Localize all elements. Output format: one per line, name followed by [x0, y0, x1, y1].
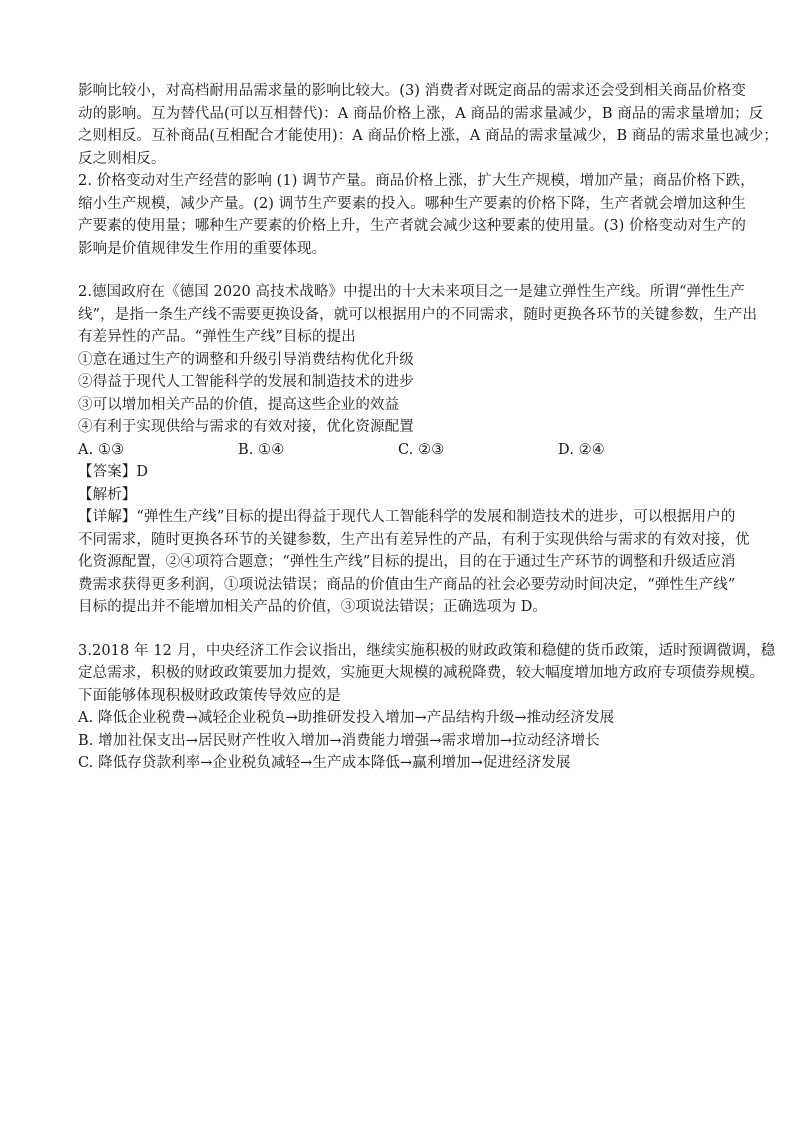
question-stem-line: 2.德国政府在《德国 2020 高技术战略》中提出的十大未来项目之一是建立弹性生产线。所谓“弹性生产 — [78, 284, 745, 300]
detail-line: 费需求获得更多利润，①项说法错误；商品的价值由生产商品的社会必要劳动时间决定，“弹性生产线” — [78, 576, 736, 593]
text-line: 缩小生产规模，减少产量。(2) 调节生产要素的投入。哪种生产要素的价格下降，生产者就会增加这种生 — [78, 195, 746, 212]
detail-line: 化资源配置，②④项符合题意；“弹性生产线”目标的提出，目的在于通过生产环节的调整和升级适应消 — [78, 554, 736, 570]
spacer — [78, 260, 718, 281]
statement-item: ①意在通过生产的调整和升级引导消费结构优化升级 — [78, 351, 414, 368]
option-b: B. ①④ — [238, 441, 285, 458]
detail-line: 目标的提出并不能增加相关产品的价值，③项说法错误；正确选项为 D。 — [78, 599, 548, 615]
answer-label: 【答案】D — [78, 464, 149, 480]
question-2 — [78, 281, 758, 619]
statement-item: ③可以增加相关产品的价值，提高这些企业的效益 — [78, 396, 400, 413]
section-price-effects — [78, 80, 778, 260]
text-line: 之则相反。互补商品(互相配合才能使用)：A 商品价格上涨，A 商品的需求量减少，B 商品的需求量也减少； — [78, 128, 778, 144]
question-stem-line: 线”，是指一条生产线不需要更换设备，就可以根据用户的不同需求，随时更换各环节的关键参数，生产出 — [78, 306, 758, 323]
option-b: B. 增加社保支出→居民财产性收入增加→消费能力增强→需求增加→拉动经济增长 — [78, 732, 600, 749]
text-line: 反之则相反。 — [78, 150, 166, 167]
answer-options — [78, 439, 718, 462]
text-line: 产要素的使用量；哪种生产要素的价格上升，生产者就会减少这种要素的使用量。(3) 价格变动对生产的 — [78, 218, 746, 234]
text-line: 影响比较小，对高档耐用品需求量的影响比较大。(3) 消费者对既定商品的需求还会受到相关商品价格变 — [78, 83, 746, 99]
question-stem-line: 有差异性的产品。“弹性生产线”目标的提出 — [78, 329, 356, 345]
question-3 — [78, 640, 776, 775]
question-stem-line: 定总需求，积极的财政政策要加力提效，实施更大规模的减税降费，较大幅度增加地方政府专项债券规模。 — [78, 665, 765, 681]
question-stem-line: 3.2018 年 12 月，中央经济工作会议指出，继续实施积极的财政政策和稳健的货币政策，适时预调微调，稳 — [78, 642, 776, 659]
document-content — [78, 80, 778, 775]
analysis-title: 【解析】 — [78, 486, 137, 503]
option-a: A. 降低企业税费→减轻企业税负→助推研发投入增加→产品结构升级→推动经济发展 — [78, 710, 615, 726]
statement-item: ②得益于现代人工智能科学的发展和制造技术的进步 — [78, 374, 414, 390]
option-d: D. ②④ — [558, 441, 605, 458]
option-a: A. ①③ — [78, 441, 125, 458]
text-line: 2. 价格变动对生产经营的影响 (1) 调节产量。商品价格上涨，扩大生产规模，增加产量；商品价格下跌， — [78, 173, 755, 189]
text-line: 动的影响。互为替代品(可以互相替代)：A 商品价格上涨，A 商品的需求量减少，B 商品的需求量增加；反 — [78, 105, 764, 122]
detail-line: 【详解】“弹性生产线”目标的提出得益于现代人工智能科学的发展和制造技术的进步，可以根据用户的 — [78, 509, 736, 525]
detail-line: 不同需求，随时更换各环节的关键参数，生产出有差异性的产品，有利于实现供给与需求的有效对接，优 — [78, 531, 750, 548]
option-c: C. ②③ — [398, 441, 445, 458]
text-line: 影响是价值规律发生作用的重要体现。 — [78, 240, 327, 257]
option-c: C. 降低存贷款利率→企业税负减轻→生产成本降低→赢利增加→促进经济发展 — [78, 755, 571, 771]
question-stem-line: 下面能够体现积极财政政策传导效应的是 — [78, 687, 341, 704]
spacer — [78, 619, 718, 640]
statement-item: ④有利于实现供给与需求的有效对接，优化资源配置 — [78, 419, 414, 435]
